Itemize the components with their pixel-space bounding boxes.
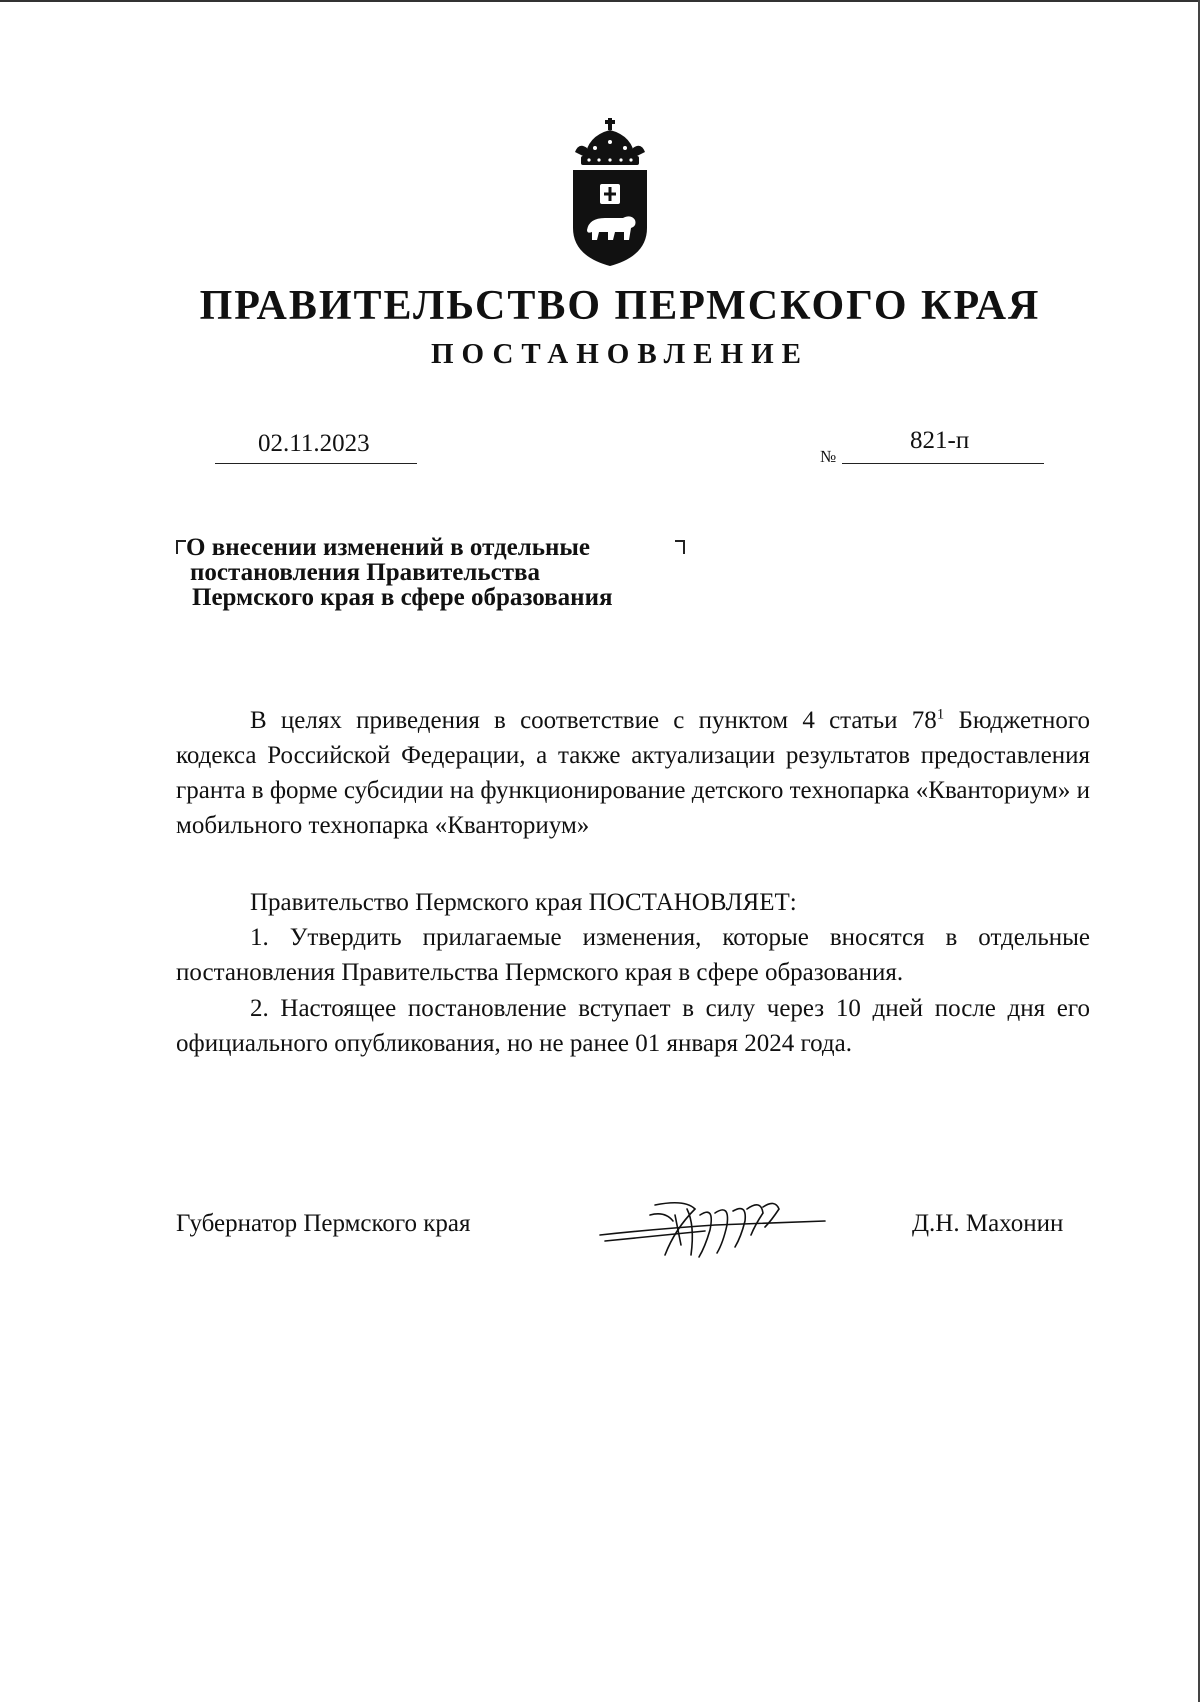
scan-edge-top bbox=[0, 0, 1200, 2]
perm-krai-coat-of-arms-icon bbox=[565, 118, 655, 268]
signer-role: Губернатор Пермского края bbox=[176, 1210, 471, 1237]
subject-line-1: О внесении изменений в отдельные bbox=[186, 534, 591, 561]
document-subject bbox=[176, 535, 613, 610]
number-label: № bbox=[820, 447, 837, 466]
number-underline bbox=[842, 463, 1044, 464]
date-underline bbox=[215, 463, 417, 464]
preamble-rest: Бюджетного кодекса Российской Федерации, а также актуализации результатов предоставления гранта в форме субсидии на функционирование детского технопарка «Кванториум» и мобильного технопарка «Кванториум» bbox=[176, 707, 1091, 839]
document-type: ПОСТАНОВЛЕНИЕ bbox=[430, 338, 809, 370]
preamble-paragraph bbox=[176, 703, 1090, 843]
preamble-start: В целях приведения в соответствие с пунктом 4 статьи 78 bbox=[250, 707, 937, 734]
document-number: 821-п bbox=[910, 427, 970, 454]
resolves-paragraph: Правительство Пермского края ПОСТАНОВЛЯЕТ: bbox=[250, 889, 797, 916]
document-date: 02.11.2023 bbox=[258, 430, 370, 457]
article-superscript: 1 bbox=[936, 706, 945, 723]
subject-line-2: постановления Правительства bbox=[190, 559, 540, 586]
government-title: ПРАВИТЕЛЬСТВО ПЕРМСКОГО КРАЯ bbox=[199, 283, 1041, 329]
subject-corner-right bbox=[675, 540, 685, 554]
signer-name: Д.Н. Махонин bbox=[912, 1210, 1064, 1237]
handwritten-signature bbox=[595, 1185, 835, 1265]
item-1-paragraph: 1. Утвердить прилагаемые изменения, которые вносятся в отдельные постановления Правительства Пермского края в сфере образования. bbox=[176, 924, 1090, 986]
subject-line-3: Пермского края в сфере образования bbox=[192, 584, 613, 611]
item-2-paragraph: 2. Настоящее постановление вступает в силу через 10 дней после дня его официального опубликования, но не ранее 01 января 2024 года. bbox=[176, 995, 1090, 1057]
